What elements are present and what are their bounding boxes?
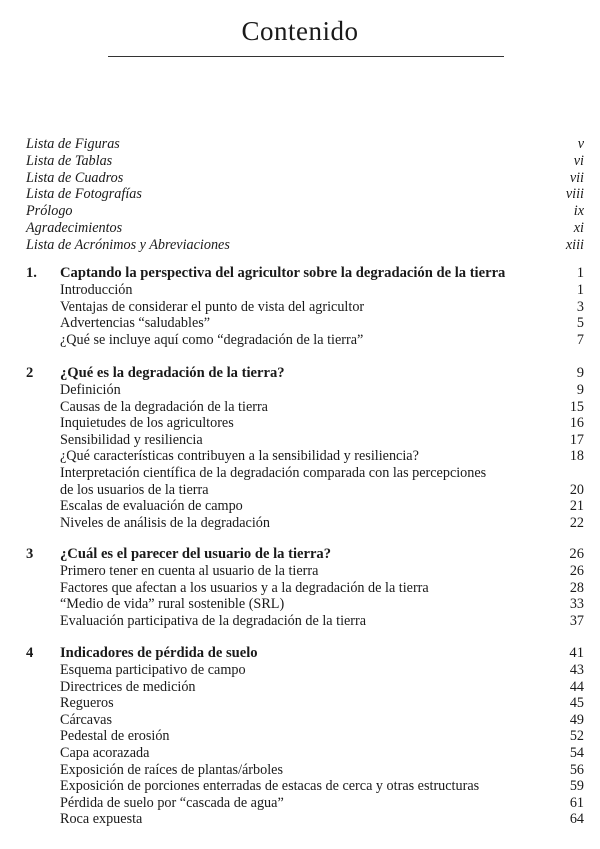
subentry-label: de los usuarios de la tierra	[60, 481, 209, 498]
toc-subentry	[26, 515, 584, 532]
chapter-page: 41	[569, 645, 584, 661]
toc-entry-label: Lista de Cuadros	[26, 169, 124, 186]
toc-entry-page: vii	[569, 169, 584, 186]
subentry-label: Regueros	[60, 695, 114, 712]
toc-subentry	[26, 580, 584, 597]
toc-subentry	[26, 778, 584, 795]
subentry-label: Capa acorazada	[60, 744, 150, 761]
subentry-page: 37	[569, 612, 584, 629]
chapter-1	[26, 265, 584, 348]
subentry-label: Evaluación participativa de la degradación de la tierra	[60, 612, 367, 629]
subentry-page: 45	[569, 695, 584, 712]
subentry-page: 18	[569, 448, 584, 465]
toc-entry-label: Lista de Figuras	[26, 136, 120, 152]
toc-entry	[26, 220, 584, 237]
toc-entry	[26, 186, 584, 203]
toc-subentry	[26, 432, 584, 449]
subentry-page: 20	[569, 481, 584, 498]
toc-subentry	[26, 563, 584, 580]
subentry-page: 16	[569, 415, 584, 432]
toc-entry-page: vi	[573, 152, 584, 169]
toc-entry	[26, 237, 584, 254]
toc-entry-label: Prólogo	[26, 203, 73, 220]
chapter-heading	[26, 365, 584, 382]
subentry-label: Pedestal de erosión	[60, 728, 170, 745]
subentry-page: 54	[569, 744, 584, 761]
subentry-label: Interpretación científica de la degradación comparada con las percepciones	[60, 464, 487, 481]
subentry-page: 5	[576, 315, 584, 332]
toc-subentry	[26, 712, 584, 729]
subentry-page: 33	[569, 596, 584, 613]
subentry-label: Causas de la degradación de la tierra	[60, 398, 268, 415]
chapter-page: 26	[569, 546, 584, 562]
toc-subentry	[26, 299, 584, 316]
toc-entry	[26, 136, 584, 153]
toc-subentry	[26, 315, 584, 332]
toc-entry-label: Agradecimientos	[26, 219, 123, 236]
subentry-page: 9	[576, 382, 584, 398]
subentry-label: Pérdida de suelo por “cascada de agua”	[60, 794, 284, 811]
toc-subentry	[26, 399, 584, 416]
toc-subentry	[26, 382, 584, 399]
subentry-label: “Medio de vida” rural sostenible (SRL)	[60, 596, 285, 613]
subentry-page: 1	[576, 282, 584, 298]
subentry-label: Ventajas de considerar el punto de vista del agricultor	[60, 298, 365, 315]
toc-entry-label: Lista de Tablas	[26, 152, 113, 169]
subentry-label: Directrices de medición	[60, 678, 196, 695]
toc-subentry	[26, 679, 584, 696]
toc-subentry	[26, 332, 584, 349]
subentry-page: 7	[576, 331, 584, 348]
chapter-page: 1	[576, 265, 584, 281]
toc-entry	[26, 153, 584, 170]
subentry-label: Factores que afectan a los usuarios y a la degradación de la tierra	[60, 579, 429, 596]
toc-entry	[26, 170, 584, 187]
toc-entry	[26, 203, 584, 220]
subentry-label: Exposición de porciones enterradas de estacas de cerca y otras estructuras	[60, 778, 480, 795]
toc-subentry	[26, 662, 584, 679]
subentry-label: Roca expuesta	[60, 811, 143, 828]
toc-subentry	[26, 745, 584, 762]
subentry-page: 21	[569, 498, 584, 515]
subentry-label: Inquietudes de los agricultores	[60, 415, 234, 432]
chapter-heading	[26, 265, 584, 282]
subentry-page: 49	[569, 711, 584, 728]
chapter-title: Captando la perspectiva del agricultor sobre la degradación de la tierra	[60, 265, 506, 281]
subentry-label: Definición	[60, 382, 121, 398]
toc-subentry	[26, 728, 584, 745]
subentry-label: Introducción	[60, 282, 133, 298]
subentry-page: 26	[569, 563, 584, 579]
toc-subentry	[26, 482, 584, 499]
toc-entry-page: ix	[573, 203, 584, 220]
toc-entry-page: xiii	[565, 236, 584, 253]
toc-subentry	[26, 795, 584, 812]
chapter-number: 4	[26, 645, 34, 661]
toc-subentry	[26, 415, 584, 432]
toc-subentry	[26, 762, 584, 779]
subentry-label: Exposición de raíces de plantas/árboles	[60, 761, 283, 778]
subentry-page: 3	[576, 298, 584, 315]
chapter-2	[26, 365, 584, 531]
page-title: Contenido	[241, 16, 359, 46]
chapter-title: ¿Cuál es el parecer del usuario de la tierra?	[60, 546, 332, 562]
front-matter-list	[26, 136, 584, 254]
toc-entry-label: Lista de Acrónimos y Abreviaciones	[26, 236, 230, 253]
chapter-number: 1.	[26, 265, 37, 281]
title-rule	[108, 56, 504, 57]
chapter-heading	[26, 645, 584, 662]
toc-subentry	[26, 811, 584, 828]
toc-subentry	[26, 465, 584, 482]
subentry-page: 44	[569, 678, 584, 695]
subentry-label: Escalas de evaluación de campo	[60, 498, 243, 515]
subentry-page: 22	[569, 514, 584, 531]
chapter-3	[26, 546, 584, 629]
chapter-title: Indicadores de pérdida de suelo	[60, 645, 258, 661]
subentry-page: 64	[569, 811, 584, 828]
chapter-heading	[26, 546, 584, 563]
subentry-page: 56	[569, 761, 584, 778]
toc-subentry	[26, 613, 584, 630]
subentry-page: 15	[569, 398, 584, 415]
subentry-label: ¿Qué características contribuyen a la sensibilidad y resiliencia?	[60, 448, 419, 465]
subentry-label: Esquema participativo de campo	[60, 662, 246, 678]
toc-entry-label: Lista de Fotografías	[26, 186, 142, 203]
subentry-label: ¿Qué se incluye aquí como “degradación de la tierra”	[60, 331, 364, 348]
toc-entry-page: xi	[573, 219, 584, 236]
subentry-page: 61	[569, 794, 584, 811]
chapter-4	[26, 645, 584, 828]
chapter-title: ¿Qué es la degradación de la tierra?	[60, 365, 285, 381]
subentry-label: Cárcavas	[60, 711, 112, 728]
chapter-number: 3	[26, 546, 34, 562]
subentry-label: Niveles de análisis de la degradación	[60, 514, 270, 531]
subentry-label: Sensibilidad y resiliencia	[60, 431, 203, 448]
subentry-page: 17	[569, 431, 584, 448]
toc-subentry	[26, 498, 584, 515]
chapter-number: 2	[26, 365, 34, 381]
toc-subentry	[26, 448, 584, 465]
toc-subentry	[26, 695, 584, 712]
toc-entry-page: viii	[565, 186, 584, 203]
subentry-label: Advertencias “saludables”	[60, 315, 211, 332]
toc-subentry	[26, 282, 584, 299]
subentry-page: 43	[569, 662, 584, 678]
subentry-page: 59	[569, 778, 584, 795]
subentry-page: 52	[569, 728, 584, 745]
toc-entry-page: v	[577, 136, 584, 152]
subentry-page: 28	[569, 579, 584, 596]
chapter-page: 9	[576, 365, 584, 381]
toc-subentry	[26, 596, 584, 613]
subentry-label: Primero tener en cuenta al usuario de la tierra	[60, 563, 319, 579]
